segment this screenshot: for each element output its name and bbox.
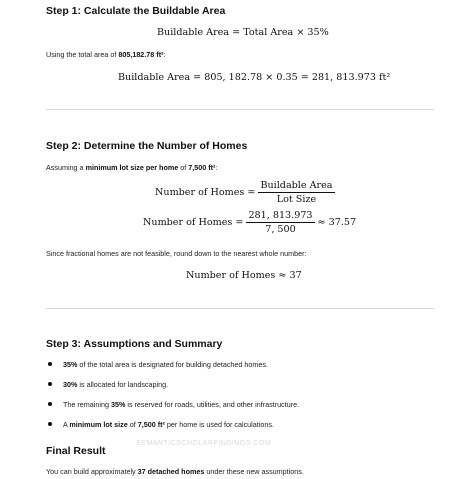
final-heading: Final Result xyxy=(46,445,106,457)
step1-intro-colon: : xyxy=(163,50,166,59)
step1-intro-text: Using the total area of xyxy=(46,50,119,59)
step2-intro xyxy=(46,163,217,172)
watermark-text: SEMANTICSCHOLARFINDINGS.COM xyxy=(136,440,272,447)
step1-formula xyxy=(157,27,329,38)
step1-calc-lhs: Buildable Area xyxy=(118,72,191,83)
step3-heading: Step 3: Assumptions and Summary xyxy=(46,338,223,350)
step2-result-rhs: ≈ 37 xyxy=(278,270,302,281)
final-text-post: under these new assumptions. xyxy=(204,467,304,476)
watermark xyxy=(136,440,314,452)
list-item xyxy=(46,380,299,400)
step2-intro-lotsize-value: 7,500 ft² xyxy=(188,163,216,172)
step2-note: Since fractional homes are not feasible, round down to the nearest whole number: xyxy=(46,249,307,258)
item-bold: 35% xyxy=(110,400,126,409)
step1-heading: Step 1: Calculate the Buildable Area xyxy=(46,5,226,17)
item-bold: minimum lot size xyxy=(69,420,128,429)
assumptions-list xyxy=(46,360,299,440)
step2-result xyxy=(186,270,302,281)
bullet-icon xyxy=(48,382,52,386)
step2-eq2-equals: = xyxy=(232,217,244,228)
item-text: of xyxy=(127,420,138,429)
step1-calc-equals: = xyxy=(193,72,205,83)
step2-equation-2 xyxy=(143,210,356,235)
step2-eq1-fraction xyxy=(258,180,334,205)
final-text-pre: You can build approximately xyxy=(46,467,138,476)
step1-formula-rhs: Total Area × 35% xyxy=(243,27,329,38)
item-text: is reserved for roads, utilities, and other infrastructure. xyxy=(125,400,300,409)
item-text: A xyxy=(63,420,70,429)
step2-eq1-denominator: Lot Size xyxy=(276,194,317,205)
item-text: The remaining xyxy=(63,400,111,409)
final-text xyxy=(46,467,304,476)
step1-formula-equals: = xyxy=(232,27,244,38)
step2-eq1-numerator: Buildable Area xyxy=(260,180,333,191)
step2-intro-of: of xyxy=(178,163,189,172)
step2-heading: Step 2: Determine the Number of Homes xyxy=(46,140,248,152)
item-bold: 35% xyxy=(63,360,78,369)
step1-formula-lhs: Buildable Area xyxy=(157,27,230,38)
step2-eq2-fraction xyxy=(246,210,314,235)
step2-intro-text: Assuming a xyxy=(46,163,86,172)
step2-intro-colon: : xyxy=(215,163,218,172)
item-bold: 7,500 ft² xyxy=(137,420,165,429)
bullet-icon xyxy=(48,422,52,426)
step2-eq2-lhs: Number of Homes xyxy=(143,217,233,228)
item-text: is allocated for landscaping. xyxy=(77,380,169,389)
step2-eq2-rhs: ≈ 37.57 xyxy=(317,217,357,228)
list-item xyxy=(46,420,299,440)
step2-intro-lotsize-label: minimum lot size per home xyxy=(85,163,179,172)
step2-result-lhs: Number of Homes xyxy=(186,270,276,281)
divider xyxy=(46,308,434,309)
step1-intro-area: 805,182.78 ft² xyxy=(118,50,164,59)
item-text: per home is used for calculations. xyxy=(164,420,274,429)
item-bold: 30% xyxy=(63,380,78,389)
step1-intro xyxy=(46,50,165,59)
bullet-icon xyxy=(48,362,52,366)
step2-eq1-equals: = xyxy=(244,187,256,198)
list-item xyxy=(46,400,299,420)
step1-calc-rhs: 805, 182.78 × 0.35 = 281, 813.973 ft² xyxy=(204,72,391,83)
list-item xyxy=(46,360,299,380)
step2-eq1-lhs: Number of Homes xyxy=(155,187,245,198)
final-text-homes: 37 detached homes xyxy=(137,467,205,476)
step2-equation-1 xyxy=(155,180,338,205)
item-text: of the total area is designated for building detached homes. xyxy=(77,360,268,369)
step2-eq2-denominator: 7, 500 xyxy=(265,224,296,235)
step2-eq2-numerator: 281, 813.973 xyxy=(248,210,313,221)
step1-calculation xyxy=(118,72,390,83)
divider xyxy=(46,109,434,110)
bullet-icon xyxy=(48,402,52,406)
